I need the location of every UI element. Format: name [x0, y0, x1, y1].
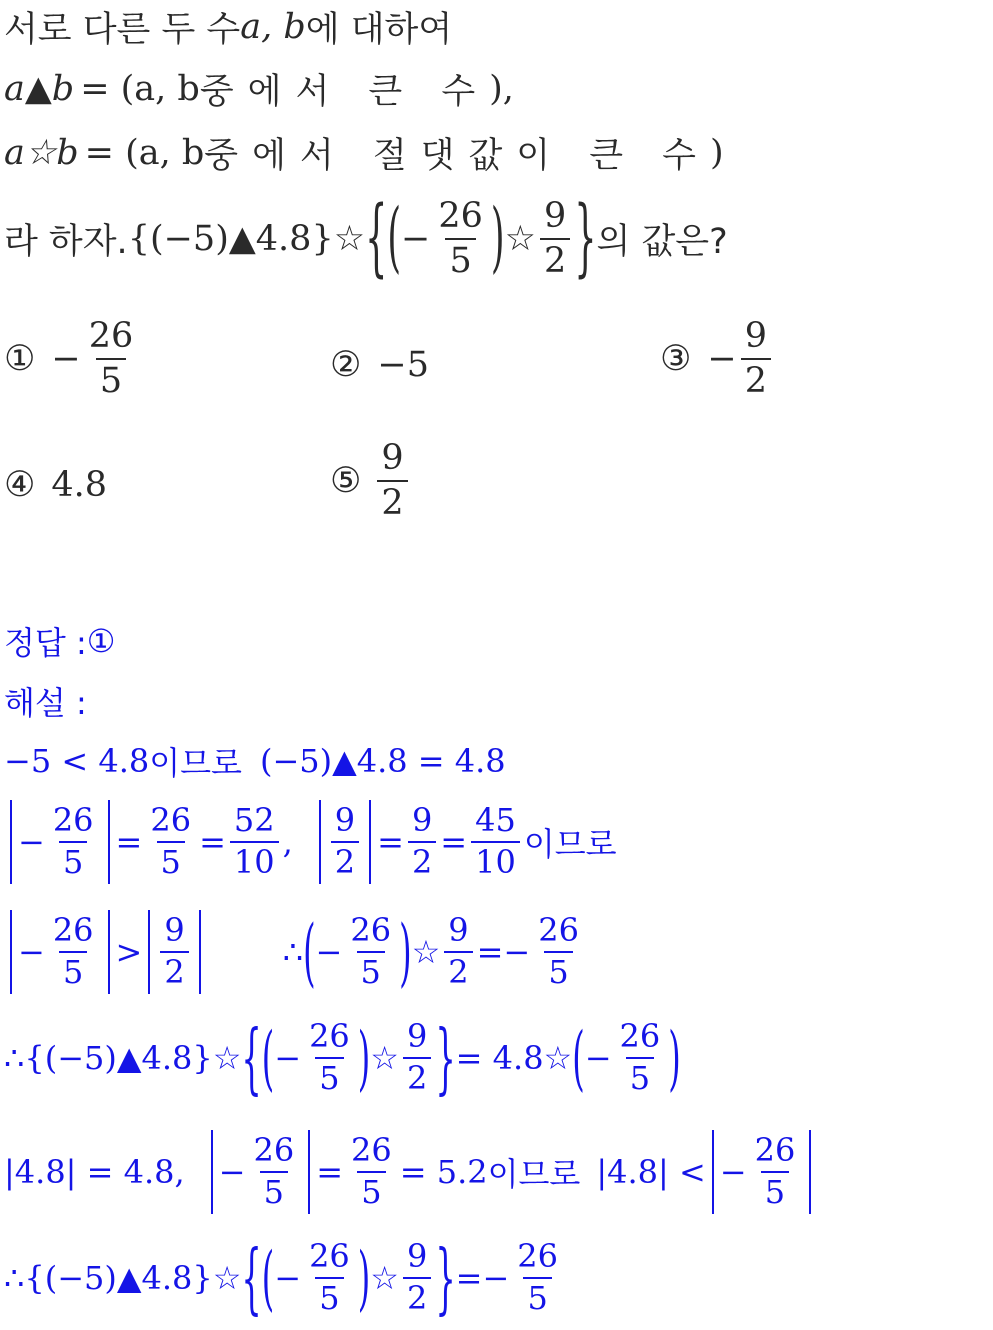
abs-bar	[308, 1130, 310, 1214]
explanation-line-6: ∴ {(−5)▲4.8}☆ { ( − $\frac{26}{5}$ ) ☆ $\frac{9}{2}$ } =− $\frac{26}{5}$	[4, 1240, 566, 1315]
abs-bar	[211, 1130, 213, 1214]
choice-mark: ③	[660, 338, 692, 379]
fraction: $\frac{26}{5}$	[350, 911, 392, 991]
choice-sign: −	[707, 338, 737, 379]
ask-expression: {(−5)▲4.8}☆	[127, 218, 366, 259]
fraction: $\frac{26}{5}$	[309, 1017, 350, 1097]
answer-value: ①	[86, 622, 116, 660]
fraction: $\frac{26}{5}$	[619, 1017, 661, 1097]
choice-fraction: $\frac{9}{2}$	[741, 318, 771, 400]
abs-bar	[712, 1130, 714, 1214]
choice-2[interactable]	[330, 345, 429, 385]
choice-fraction: $\frac{26}{5}$	[88, 316, 134, 401]
explanation-line-3: − $\frac{26}{5}$ > $\frac{9}{2}$ ∴ ( − $\frac{26}{5}$ ) ☆ $\frac{9}{2}$ =− $\frac{26}{5}$	[4, 910, 587, 994]
fraction: $\frac{26}{5}$	[517, 1237, 559, 1317]
paren-open: (	[387, 194, 402, 283]
choice-mark: ⑤	[330, 460, 362, 501]
def-lhs: a▲b	[4, 69, 75, 109]
question-text: 서로 다른 두 수	[4, 10, 241, 50]
ask-star: ☆	[504, 218, 536, 259]
ask-neg: −	[401, 218, 431, 259]
question-text: 에 대하여	[305, 10, 453, 50]
fraction: $\frac{9}{2}$	[403, 1240, 431, 1315]
fraction: $\frac{26}{5}$	[309, 1237, 350, 1317]
fraction: $\frac{9}{2}$	[408, 804, 436, 879]
definition-triangle	[4, 64, 514, 114]
question-line-1	[4, 2, 452, 52]
abs-bar	[319, 800, 321, 884]
choice-1[interactable]	[4, 318, 141, 400]
fraction: $\frac{26}{5}$	[754, 1131, 796, 1211]
fraction: $\frac{52}{10}$	[230, 804, 279, 879]
choice-value: 4.8	[51, 465, 108, 505]
fraction: $\frac{9}{2}$	[444, 914, 472, 989]
fraction: $\frac{26}{5}$	[538, 911, 579, 991]
fraction: $\frac{26}{5}$	[52, 911, 94, 991]
abs-bar	[199, 910, 201, 994]
fraction: $\frac{9}{2}$	[331, 804, 359, 879]
def-close: ),	[489, 69, 514, 109]
abs-bar	[10, 910, 12, 994]
abs-bar	[108, 800, 110, 884]
explanation-line-2: − $\frac{26}{5}$ = $\frac{26}{5}$ = $\frac{52}{10}$ , $\frac{9}{2}$ = $\frac{9}{2}$ = $\frac{45}{10}$ 이므로	[4, 800, 617, 884]
explanation-line-1: −5 < 4.8 이므로 (−5)▲4.8 = 4.8	[4, 742, 506, 782]
def-close: )	[709, 133, 724, 173]
fraction: $\frac{45}{10}$	[471, 804, 520, 879]
def-lhs: a☆b	[4, 133, 79, 173]
fraction: $\frac{26}{5}$	[351, 1131, 392, 1211]
paren-close: )	[490, 194, 505, 283]
ask-fraction-2: $\frac{9}{2}$	[540, 198, 570, 280]
choice-4[interactable]	[4, 465, 107, 505]
abs-bar	[148, 910, 150, 994]
question-ask	[4, 190, 728, 287]
brace-close: }	[574, 190, 597, 287]
explanation-line-5: |4.8| = 4.8, − $\frac{26}{5}$ = $\frac{26}{5}$ = 5.2 이므로 |4.8| < − $\frac{26}{5}$	[4, 1130, 817, 1214]
def-rhs-open: = (a, b	[84, 133, 205, 173]
abs-bar	[809, 1130, 811, 1214]
choice-fraction: $\frac{9}{2}$	[377, 440, 407, 522]
fraction: $\frac{26}{5}$	[253, 1131, 295, 1211]
fraction: $\frac{9}{2}$	[160, 914, 188, 989]
fraction: $\frac{9}{2}$	[403, 1020, 431, 1095]
explanation-label: 해설 :	[4, 684, 87, 722]
def-rhs-open: = (a, b	[80, 69, 200, 109]
fraction: $\frac{26}{5}$	[150, 801, 192, 881]
explanation-line-4: ∴ {(−5)▲4.8}☆ { ( − $\frac{26}{5}$ ) ☆ $\frac{9}{2}$ } = 4.8☆ ( − $\frac{26}{5}$ )	[4, 1011, 681, 1104]
abs-bar	[108, 910, 110, 994]
ask-fraction-1: $\frac{26}{5}$	[438, 196, 483, 281]
choice-5[interactable]	[330, 440, 412, 522]
abs-bar	[369, 800, 371, 884]
choice-mark: ④	[4, 465, 36, 505]
choice-3[interactable]	[660, 318, 775, 400]
question-text: 의 값은?	[596, 221, 728, 262]
abs-bar	[10, 800, 12, 884]
choice-sign: −	[51, 338, 81, 379]
definition-star	[4, 128, 724, 178]
answer-label: 정답 :	[4, 624, 87, 662]
fraction: $\frac{26}{5}$	[52, 801, 94, 881]
brace-open: {	[365, 190, 388, 287]
choice-value: −5	[377, 345, 429, 385]
answer-line	[4, 618, 115, 664]
def-rhs-text: 중에서 절댓값이 큰 수	[204, 136, 710, 176]
question-vars: a, b	[240, 7, 306, 47]
def-rhs-text: 중에서 큰 수	[199, 72, 490, 112]
choice-mark: ②	[330, 345, 362, 385]
question-text: 라 하자.	[4, 221, 128, 262]
choice-mark: ①	[4, 338, 36, 379]
